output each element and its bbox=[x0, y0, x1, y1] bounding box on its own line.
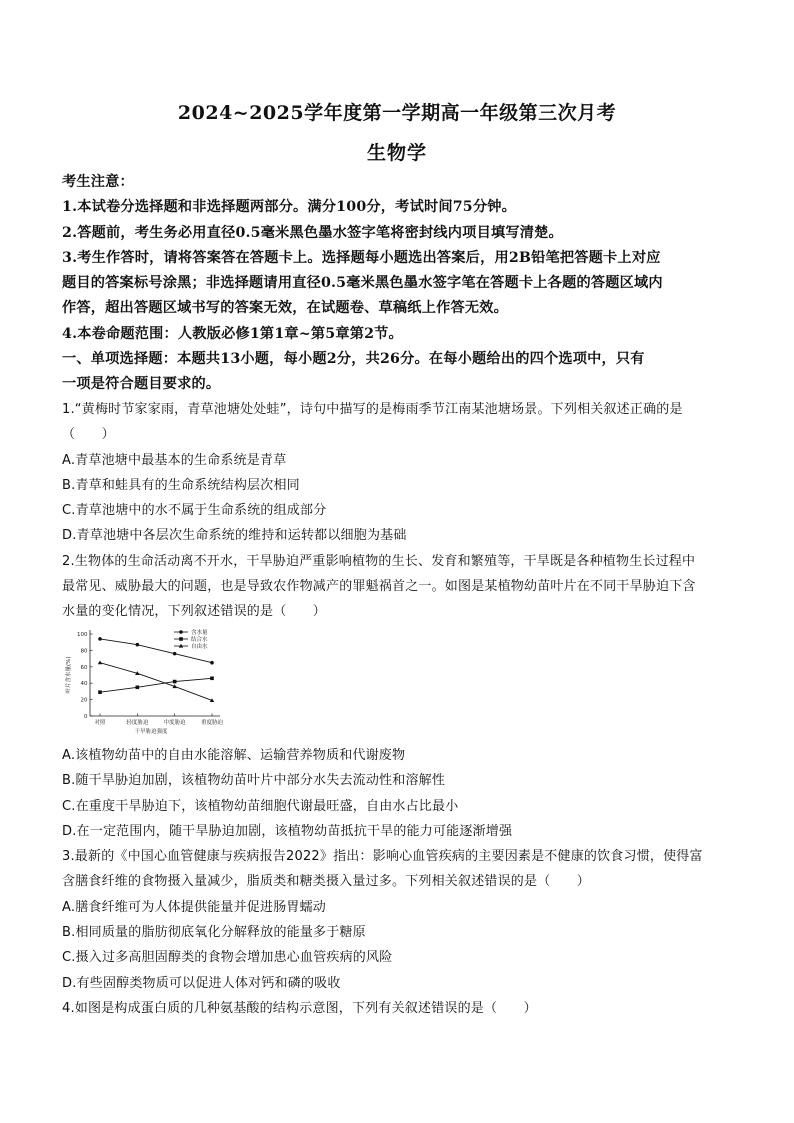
water-content-chart bbox=[62, 622, 224, 738]
data-point bbox=[98, 690, 102, 694]
series-3 bbox=[98, 661, 214, 703]
option-c: C.摄入过多高胆固醇类的食物会增加患心血管疾病的风险 bbox=[62, 950, 393, 966]
exam-title: 2024~2025学年度第一学期高一年级第三次月考 bbox=[177, 102, 617, 124]
data-point bbox=[98, 637, 102, 641]
option-a: A.青草池塘中最基本的生命系统是青草 bbox=[62, 452, 287, 468]
data-point bbox=[210, 661, 214, 665]
data-point bbox=[210, 676, 214, 680]
option-c: C.在重度干旱胁迫下，该植物幼苗细胞代谢最旺盛，自由水占比最小 bbox=[62, 798, 459, 814]
x-tick-label: 中度胁迫 bbox=[163, 720, 186, 726]
option-d: D.青草池塘中各层次生命系统的维持和运转都以细胞为基础 bbox=[62, 528, 407, 544]
question-stem: 2.生物体的生命活动离不开水，干旱胁迫严重影响植物的生长、发育和繁殖等，干旱既是各种植物生长过程中 bbox=[62, 553, 696, 569]
option-b: B.青草和蛙具有的生命系统结构层次相同 bbox=[62, 477, 300, 493]
y-tick-label: 20 bbox=[80, 697, 88, 704]
y-tick-label: 0 bbox=[84, 714, 88, 720]
question-1 bbox=[62, 397, 740, 625]
x-tick-label: 轻度胁迫 bbox=[126, 720, 149, 726]
option-a: A.膳食纤维可为人体提供能量并促进肠胃蠕动 bbox=[62, 899, 326, 915]
option-b: B.随干旱胁迫加剧，该植物幼苗叶片中部分水失去流动性和溶解性 bbox=[62, 773, 446, 789]
notice-item: 4.本卷命题范围：人教版必修1第1章~第5章第2节。 bbox=[62, 325, 403, 342]
option-d: D.有些固醇类物质可以促进人体对钙和磷的吸收 bbox=[62, 975, 341, 991]
legend-item bbox=[174, 642, 208, 650]
data-point bbox=[98, 661, 102, 665]
legend-label: 结合水 bbox=[191, 637, 208, 643]
legend-label: 自由水 bbox=[191, 644, 208, 650]
notice-item: 3.考生作答时，请将答案答在答题卡上。选择题每小题选出答案后，用2B铅笔把答题卡上对应 bbox=[62, 249, 661, 266]
data-point bbox=[136, 686, 140, 690]
notice-heading: 考生注意： bbox=[62, 174, 134, 190]
question-stem: （ ） bbox=[62, 427, 115, 443]
series-2 bbox=[98, 676, 214, 694]
y-tick-label: 80 bbox=[80, 648, 88, 655]
subject-title: 生物学 bbox=[366, 142, 427, 164]
question-stem: 4.如图是构成蛋白质的几种氨基酸的结构示意图，下列有关叙述错误的是（ ） bbox=[62, 1000, 537, 1016]
y-tick-label: 40 bbox=[80, 681, 88, 688]
section-heading-line: 一、单项选择题：本题共13小题，每小题2分，共26分。在每小题给出的四个选项中，只有 bbox=[62, 351, 645, 368]
data-point bbox=[173, 652, 177, 656]
legend-item bbox=[174, 628, 208, 636]
question-stem: 含膳食纤维的食物摄入量减少，脂质类和糖类摄入量过多。下列相关叙述错误的是（ ） bbox=[62, 874, 591, 890]
notice-item: 2.答题前，考生务必用直径0.5毫米黑色墨水签字笔将密封线内项目填写清楚。 bbox=[62, 224, 563, 241]
y-tick-label: 100 bbox=[77, 632, 88, 638]
option-a: A.该植物幼苗中的自由水能溶解、运输营养物质和代谢废物 bbox=[62, 748, 406, 763]
notice-item: 1.本试卷分选择题和非选择题两部分。满分100分，考试时间75分钟。 bbox=[62, 199, 517, 216]
y-axis-title: 叶片含水量(%) bbox=[66, 656, 72, 694]
option-b: B.相同质量的脂肪彻底氧化分解释放的能量多于糖原 bbox=[62, 925, 366, 941]
question-stem: 水量的变化情况，下列叙述错误的是（ ） bbox=[62, 604, 327, 620]
option-c: C.青草池塘中的水不属于生命系统的组成部分 bbox=[62, 503, 327, 519]
legend-item bbox=[174, 635, 208, 643]
x-axis-title: 干旱胁迫强度 bbox=[134, 729, 168, 735]
x-tick-label: 对照 bbox=[94, 720, 106, 726]
notice-block bbox=[62, 170, 740, 398]
x-tick-label: 重度胁迫 bbox=[200, 720, 224, 726]
notice-item: 作答，超出答题区域书写的答案无效，在试题卷、草稿纸上作答无效。 bbox=[62, 300, 509, 317]
option-d: D.在一定范围内，随干旱胁迫加剧，该植物幼苗抵抗干旱的能力可能逐渐增强 bbox=[62, 823, 513, 839]
section-heading-line: 一项是符合题目要求的。 bbox=[62, 376, 221, 393]
question-2-options bbox=[62, 743, 740, 1021]
y-tick-label: 60 bbox=[80, 664, 88, 671]
data-point bbox=[136, 643, 140, 647]
legend-marker bbox=[179, 630, 183, 634]
legend-marker bbox=[179, 637, 183, 641]
series-line bbox=[100, 663, 212, 701]
legend-label: 含水量 bbox=[191, 630, 208, 636]
question-stem: 最常见、威胁最大的问题，也是导致农作物减产的罪魁祸首之一。如图是某植物幼苗叶片在不同干旱胁迫下含 bbox=[62, 579, 696, 595]
data-point bbox=[173, 680, 177, 684]
question-stem: 1.“黄梅时节家家雨，青草池塘处处蛙”，诗句中描写的是梅雨季节江南某池塘场景。下列相关叙述正确的是 bbox=[62, 402, 683, 417]
question-stem: 3.最新的《中国心血管健康与疾病报告2022》指出：影响心血管疾病的主要因素是不健康的饮食习惯，使得富 bbox=[62, 849, 703, 865]
notice-item: 题目的答案标号涂黑；非选择题请用直径0.5毫米黑色墨水签字笔在答题卡上各题的答题区域内 bbox=[62, 275, 663, 292]
